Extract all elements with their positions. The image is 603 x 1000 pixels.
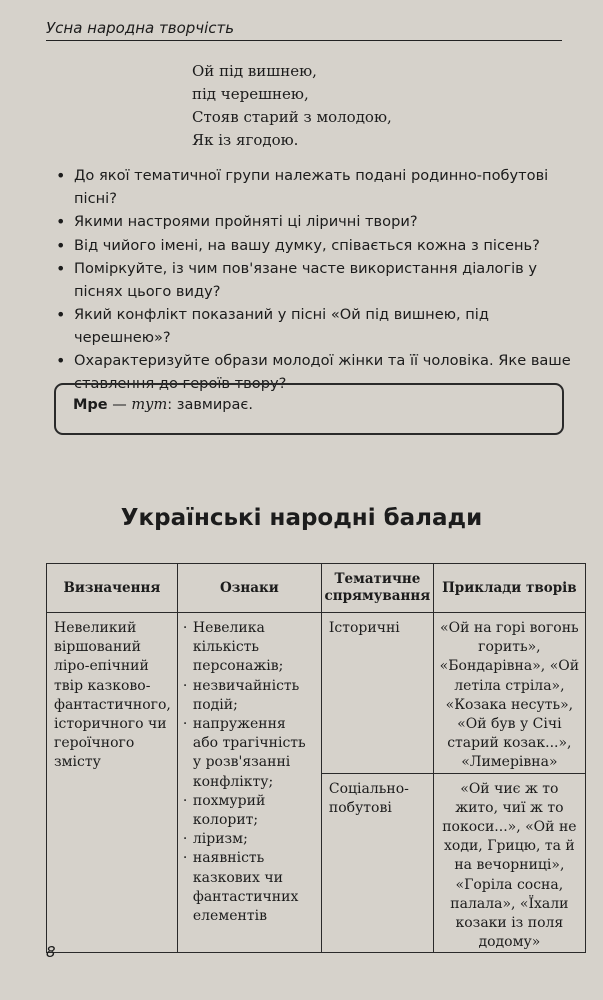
column-header-theme: Тематичне спрямування <box>321 564 433 613</box>
theme-cell <box>321 613 433 774</box>
page-number: 8 <box>46 943 56 961</box>
bullet-icon: · <box>182 850 188 867</box>
bullet-icon: • <box>56 212 66 231</box>
examples-cell <box>433 613 585 774</box>
running-header <box>46 18 562 41</box>
glossary-box <box>54 383 564 435</box>
bullet-icon: · <box>182 716 188 733</box>
theme-cell <box>321 773 433 953</box>
feature-text: незвичайність подій; <box>192 677 300 713</box>
examples-cell <box>433 773 585 953</box>
bullet-icon: · <box>182 677 188 694</box>
bullet-icon: · <box>182 831 188 848</box>
feature-text: похмурий колорит; <box>192 792 266 829</box>
feature-item <box>183 677 315 715</box>
question-text: Охарактеризуйте образи молодої жінки та її чоловіка. Яке ваше ставлення до героїв твору? <box>74 352 571 392</box>
features-cell <box>177 613 321 953</box>
poem-line: під черешнею, <box>192 85 309 103</box>
question-item <box>54 258 574 303</box>
feature-item <box>183 849 315 926</box>
glossary-dash: — <box>107 397 132 413</box>
glossary-definition: : завмирає. <box>167 397 253 413</box>
feature-text: напруження або трагічність у розв'язанні конфлікту; <box>192 716 306 790</box>
question-item <box>54 165 574 210</box>
examples-text: «Ой на горі вогонь горить», «Бондарівна», «Ой летіла стріла», «Козака несуть», «Ой був у Січі старий козак...», «Лимерівна» <box>439 620 580 771</box>
feature-text: Невелика кількість персонажів; <box>192 620 284 675</box>
poem-line: Як із ягодою. <box>192 131 299 149</box>
examples-text: «Ой чиє ж то жито, чиї ж то покоси...», «Ой не ходи, Грицю, та й на вечорниці», «Горіла сосна, палала», «Їхали козаки із поля додому» <box>442 780 577 951</box>
column-header-definition: Визначення <box>47 564 178 613</box>
column-header-features: Ознаки <box>177 564 321 613</box>
poem-line: Ой під вишнею, <box>192 62 317 80</box>
features-list <box>178 613 321 926</box>
feature-item <box>183 830 315 849</box>
question-item <box>54 304 574 349</box>
feature-item <box>183 619 315 677</box>
bullet-icon: • <box>56 305 66 324</box>
glossary-note: тут <box>131 397 168 413</box>
poem-excerpt <box>192 60 392 152</box>
definition-cell <box>47 613 178 953</box>
bullet-icon: · <box>182 792 188 809</box>
feature-text: ліризм; <box>192 831 248 848</box>
ballad-table <box>46 563 586 953</box>
bullet-icon: • <box>56 351 66 370</box>
glossary-entry <box>73 397 253 413</box>
question-text: Якими настроями пройняті ці ліричні твори? <box>74 213 418 230</box>
bullet-icon: • <box>56 235 66 255</box>
poem-line: Стояв старий з молодою, <box>192 108 392 126</box>
theme-text: Історичні <box>328 620 400 636</box>
definition-text: Невеликий віршований ліро-епічний твір казково-фантастичного, історичного чи героїчного змісту <box>54 620 171 771</box>
question-text: Від чийого імені, на вашу думку, співається кожна з пісень? <box>74 236 540 254</box>
bullet-icon: · <box>182 620 188 636</box>
question-text: До якої тематичної групи належать подані родинно-побутові пісні? <box>74 167 549 207</box>
question-item <box>54 235 574 258</box>
question-text: Поміркуйте, із чим пов'язане часте використання діалогів у піснях цього виду? <box>74 260 538 300</box>
question-text: Який конфлікт показаний у пісні «Ой під вишнею, під черешнею»? <box>74 306 489 346</box>
section-title-header: Усна народна творчість <box>46 19 235 37</box>
feature-item <box>183 792 315 830</box>
glossary-term: Мре <box>73 397 108 413</box>
question-item <box>54 211 574 234</box>
bullet-icon: • <box>56 166 66 185</box>
theme-text: Соціально-побутові <box>328 780 409 816</box>
table-header-row <box>47 564 586 613</box>
table-row <box>47 613 586 774</box>
column-header-examples: Приклади творів <box>433 564 585 613</box>
question-list <box>54 165 574 396</box>
section-heading: Українські народні балади <box>120 505 483 531</box>
bullet-icon: • <box>56 259 66 278</box>
feature-item <box>183 715 315 792</box>
feature-text: наявність казкових чи фантастичних елементів <box>192 850 299 925</box>
